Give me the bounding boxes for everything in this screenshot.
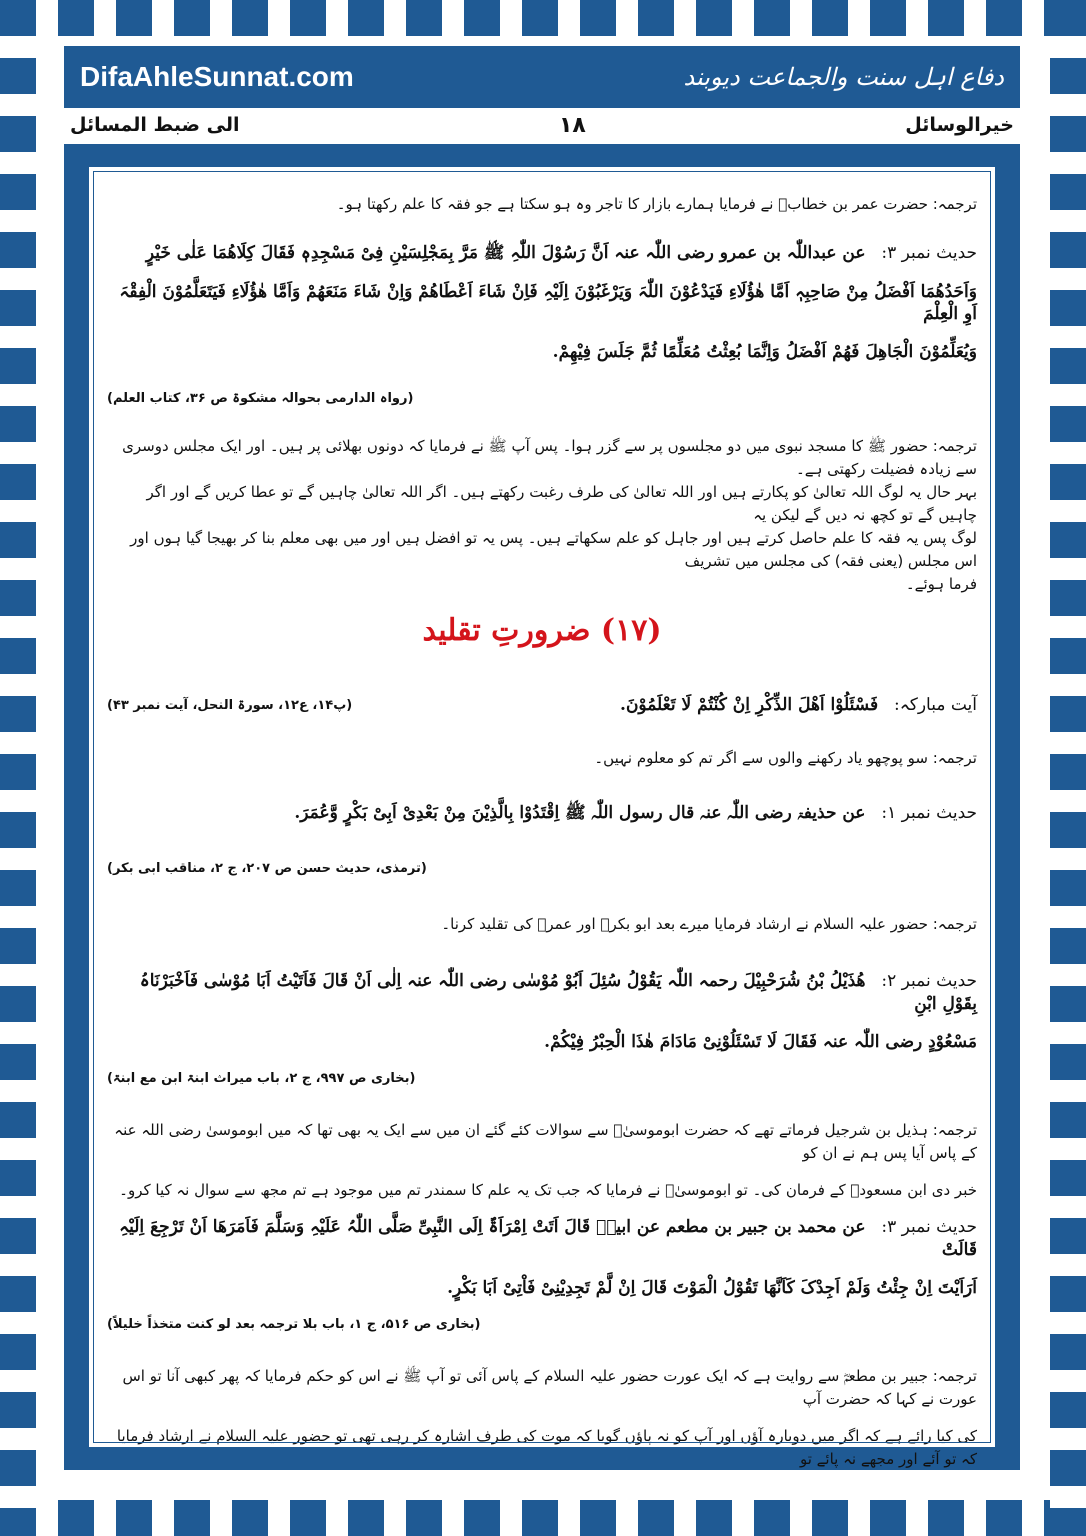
translation-6-line-2: کی کیا رائے ہے کہ اگر میں دوبارہ آؤں اور آپ کو نہ پاؤں گویا کہ موت کی طرف اشارہ کر رہی تھی تو حضور علیہ السلام نے ارشاد فرمایا کہ تو آئے اور مجھے نہ پائے تو [116, 1427, 977, 1468]
hadith-2-text-2: مَسْعُوْدٍ رضی اللّٰہ عنہ فَقَالَ لَا تَسْئَلُوْنِیْ مَادَامَ ھٰذَا الْحِبْرُ فِیْکُمْ. [544, 1032, 977, 1052]
content-frame [86, 164, 998, 1468]
translation-6-line-1: ترجمہ: جبیر بن مطعمؓ سے روایت ہے کہ ایک عورت حضور علیہ السلام کے پاس آئی تو آپ ﷺ نے اس کو حکم فرمایا کہ پھر کبھی آنا تو اس عورت نے کہا کہ حضرت آپ [122, 1367, 977, 1408]
decorative-bottom-border [0, 1500, 1086, 1536]
reference-2: (ترمذی، حدیث حسن ص ۲۰۷، ج ۲، مناقب ابی بکر) [107, 861, 427, 876]
hadith-1-line [107, 801, 977, 825]
translation-1: ترجمہ: حضرت عمر بن خطابؓ نے فرمایا ہمارے بازار کا تاجر وہ ہو سکتا ہے جو فقہ کا علم رکھتا ہو۔ [336, 195, 977, 213]
ayat-text: فَسْئَلُوْا اَھْلَ الذِّکْرِ اِنْ کُنْتُمْ لَا تَعْلَمُوْنَ. [620, 695, 879, 715]
hadith-3b-text-2: اَرَاَیْتَ اِنْ جِئْتُ وَلَمْ اَجِدْکَ کَاَنَّھَا تَقُوْلُ الْمَوْتَ قَالَ اِنْ لَّمْ تَجِدِیْنِیْ فَاْتِیْ اَبَا بَکْرٍ. [447, 1278, 977, 1298]
book-subheader [64, 108, 1020, 142]
ayat-line [620, 693, 977, 717]
translation-2-line-2: بہر حال یہ لوگ اللہ تعالیٰ کو پکارتے ہیں اور اللہ تعالیٰ کی طرف رغبت رکھتے ہیں۔ اگر اللہ تعالیٰ چاہیں گے تو عطا کریں گے اور اگر چاہیں گے تو کچھ نہ دیں گے لیکن یہ [146, 483, 977, 524]
ayat-row [107, 693, 977, 717]
translation-2-line-3: لوگ پس یہ فقہ کا علم حاصل کرتے ہیں اور جاہل کو علم سکھاتے ہیں۔ پس یہ تو افضل ہیں اور میں بھی معلم بنا کر بھیجا گیا ہوں اور اس مجلس (یعنی فقہ) کی مجلس میں تشریف [130, 529, 977, 570]
translation-3: ترجمہ: سو پوچھو یاد رکھنے والوں سے اگر تم کو معلوم نہیں۔ [594, 749, 977, 767]
hadith-3b-label: حدیث نمبر ۳: [881, 1217, 977, 1237]
hadith-1-label: حدیث نمبر ۱: [881, 803, 977, 823]
ayat-reference: (پ۱۴، ع۱۲، سورۃ النحل، آیت نمبر ۴۳) [107, 697, 353, 713]
translation-5-line-1: ترجمہ: ہذیل بن شرجیل فرماتے تھے کہ حضرت ابوموسیٰؓ سے سوالات کئے گئے ان میں سے ایک یہ بھی تھا کہ میں ابوموسیٰ رضی اللہ عنہ کے پاس آیا پس ہم نے ان کو [114, 1121, 977, 1162]
decorative-top-border [0, 0, 1086, 36]
brand-logo-text: دفاع اہل سنت والجماعت دیوبند [683, 63, 1004, 91]
hadith-2-line-1 [107, 969, 977, 1015]
translation-6-block [107, 1365, 977, 1471]
hadith-3b-text-1: عن محمد بن جبیر بن مطعم عن ابیہؓ قَالَ اَتَتْ اِمْرَاَۃٌ اِلَی النَّبِیِّ صَلَّی اللّٰہُ عَلَیْہِ وَسَلَّمَ فَاَمَرَھَا اَنْ تَرْجِعَ اِلَیْہِ قَالَتْ [119, 1217, 977, 1260]
header-band [64, 46, 1020, 108]
section-title: (۱۷) ضرورتِ تقلید [422, 613, 662, 648]
reference-3: (بخاری ص ۹۹۷، ج ۲، باب میراث ابنۃ ابن مع ابنۃ) [107, 1071, 416, 1086]
translation-4: ترجمہ: حضور علیہ السلام نے ارشاد فرمایا میرے بعد ابو بکرؓ اور عمرؓ کی تقلید کرنا۔ [441, 915, 977, 933]
hadith-3-text-1: عن عبداللّٰہ بن عمرو رضی اللّٰہ عنہ اَنَّ رَسُوْلَ اللّٰہِ ﷺ مَرَّ بِمَجْلِسَیْنِ فِیْ مَسْجِدِہٖ فَقَالَ کِلَاھُمَا عَلٰی خَیْرٍ [145, 243, 866, 263]
translation-5-line-2: خبر دی ابن مسعودؓ کے فرمان کی۔ تو ابوموسیٰؓ نے فرمایا کہ جب تک یہ علم کا سمندر تم میں موجود ہے تم مجھ سے سوال نہ کیا کرو۔ [119, 1181, 977, 1199]
translation-2-line-1: ترجمہ: حضور ﷺ کا مسجد نبوی میں دو مجلسوں پر سے گزر ہوا۔ پس آپ ﷺ نے فرمایا کہ دونوں بھلائی پر ہیں۔ اور ایک مجلس دوسری سے زیادہ فضیلت رکھتی ہے۔ [122, 437, 977, 478]
hadith-2-label: حدیث نمبر ۲: [881, 971, 977, 991]
book-subtitle: الی ضبط المسائل [70, 114, 240, 136]
hadith-2-block [107, 969, 977, 1053]
site-url[interactable]: DifaAhleSunnat.com [80, 61, 354, 92]
translation-2-block [107, 435, 977, 596]
hadith-3b-line-1 [107, 1215, 977, 1261]
page-number: ۱۸ [558, 112, 586, 138]
hadith-3-label: حدیث نمبر ۳: [881, 243, 977, 263]
book-title: خیرالوسائل [905, 114, 1014, 136]
decorative-left-border [0, 0, 36, 1536]
decorative-right-border [1050, 0, 1086, 1536]
hadith-3-text-2: وَاَحَدُھُمَا اَفْضَلُ مِنْ صَاحِبِہٖ اَمَّا ھٰؤُلَاءِ فَیَدْعُوْنَ اللّٰہَ وَیَرْغَبُوْنَ اِلَیْہِ فَاِنْ شَاءَ اَعْطَاھُمْ وَاِنْ شَاءَ مَنَعَھُمْ وَاَمَّا ھٰؤُلَاءِ فَیَتَعَلَّمُوْنَ الْفِقْہَ اَوِ الْعِلْمَ [119, 282, 977, 324]
reference-1: (رواہ الدارمی بحوالہ مشکوۃ ص ۳۶، کتاب العلم) [107, 391, 414, 406]
hadith-3-block [107, 241, 977, 363]
hadith-2-text-1: ھُذَیْلُ بْنُ شُرَحْبِیْلَ رحمہ اللّٰہ یَقُوْلُ سُئِلَ اَبُوْ مُوْسٰی رضی اللّٰہ عنہ اِلٰی اَنْ قَالَ فَاَتَیْتُ اَبَا مُوْسٰی فَاَخْبَرْنَاہُ بِقَوْلِ ابْنِ [139, 971, 977, 1014]
hadith-3-line-1 [107, 241, 977, 265]
reference-4: (بخاری ص ۵۱۶، ج ۱، باب بلا ترجمہ بعد لو کنت متخذاً خلیلاً) [107, 1317, 481, 1332]
hadith-3-text-3: وَیُعَلِّمُوْنَ الْجَاھِلَ فَھُمْ اَفْضَلُ وَاِنَّمَا بُعِثْتُ مُعَلِّمًا ثُمَّ جَلَسَ فِیْھِمْ. [552, 342, 977, 362]
ayat-label: آیت مبارکہ: [894, 695, 977, 715]
translation-5-block [107, 1119, 977, 1202]
translation-2-line-4: فرما ہوئے۔ [905, 575, 977, 593]
hadith-1-text: عن حذیفۃ رضی اللّٰہ عنہ قال رسول اللّٰہ ﷺ اِقْتَدُوْا بِالَّذِیْنَ مِنْ بَعْدِیْ اَبِیْ بَکْرٍ وَّعُمَرَ. [294, 803, 866, 823]
hadith-3b-block [107, 1215, 977, 1299]
